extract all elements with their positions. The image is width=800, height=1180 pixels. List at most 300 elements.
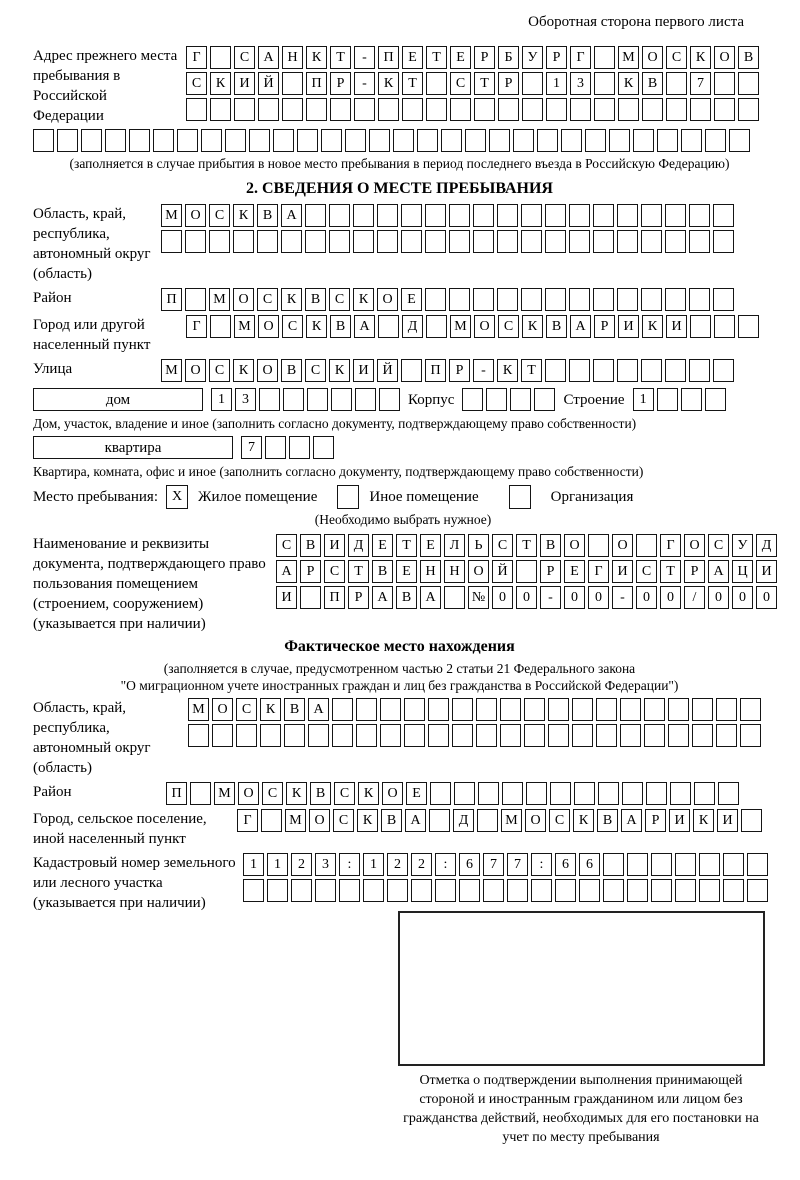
char-cell[interactable] [644, 698, 665, 721]
char-cell[interactable] [339, 879, 360, 902]
char-cell[interactable] [569, 288, 590, 311]
char-cell[interactable]: Р [540, 560, 561, 583]
char-cell[interactable] [594, 72, 615, 95]
char-cell[interactable] [449, 204, 470, 227]
char-cell[interactable]: В [284, 698, 305, 721]
char-cell[interactable]: Р [645, 809, 666, 832]
char-cell[interactable]: П [324, 586, 345, 609]
char-cell[interactable]: И [618, 315, 639, 338]
char-cell[interactable] [716, 698, 737, 721]
char-cell[interactable]: В [738, 46, 759, 69]
char-cell[interactable]: 7 [241, 436, 262, 459]
char-cell[interactable] [617, 288, 638, 311]
char-cell[interactable]: И [234, 72, 255, 95]
char-cell[interactable]: 0 [708, 586, 729, 609]
char-cell[interactable]: А [354, 315, 375, 338]
char-cell[interactable]: 1 [546, 72, 567, 95]
char-cell[interactable]: С [282, 315, 303, 338]
char-cell[interactable]: В [546, 315, 567, 338]
char-cell[interactable] [507, 879, 528, 902]
char-cell[interactable] [500, 724, 521, 747]
char-cell[interactable] [723, 853, 744, 876]
char-cell[interactable] [713, 204, 734, 227]
char-cell[interactable]: 0 [516, 586, 537, 609]
char-cell[interactable]: К [378, 72, 399, 95]
char-cell[interactable] [258, 98, 279, 121]
char-cell[interactable]: Р [498, 72, 519, 95]
char-cell[interactable] [249, 129, 270, 152]
char-cell[interactable]: С [492, 534, 513, 557]
char-cell[interactable] [428, 724, 449, 747]
char-cell[interactable]: 0 [564, 586, 585, 609]
char-cell[interactable] [534, 388, 555, 411]
char-cell[interactable] [153, 129, 174, 152]
char-cell[interactable]: Т [330, 46, 351, 69]
char-cell[interactable]: С [186, 72, 207, 95]
char-cell[interactable]: 2 [411, 853, 432, 876]
char-cell[interactable] [273, 129, 294, 152]
char-cell[interactable] [473, 230, 494, 253]
char-cell[interactable] [185, 230, 206, 253]
char-cell[interactable] [297, 129, 318, 152]
char-cell[interactable] [690, 315, 711, 338]
char-cell[interactable] [548, 724, 569, 747]
char-cell[interactable]: Г [588, 560, 609, 583]
char-cell[interactable] [713, 359, 734, 382]
char-cell[interactable]: 3 [570, 72, 591, 95]
char-cell[interactable]: : [531, 853, 552, 876]
char-cell[interactable]: 7 [690, 72, 711, 95]
char-cell[interactable]: Т [660, 560, 681, 583]
char-cell[interactable]: И [756, 560, 777, 583]
char-cell[interactable]: Р [546, 46, 567, 69]
checkbox-zhiloe[interactable]: X [166, 485, 188, 509]
char-cell[interactable]: К [281, 288, 302, 311]
char-cell[interactable]: Ь [468, 534, 489, 557]
char-cell[interactable]: Й [492, 560, 513, 583]
char-cell[interactable] [747, 853, 768, 876]
char-cell[interactable] [477, 809, 498, 832]
char-cell[interactable]: С [666, 46, 687, 69]
char-cell[interactable] [354, 98, 375, 121]
char-cell[interactable]: С [334, 782, 355, 805]
char-cell[interactable] [188, 724, 209, 747]
char-cell[interactable]: О [684, 534, 705, 557]
char-cell[interactable] [261, 809, 282, 832]
char-cell[interactable] [741, 809, 762, 832]
char-cell[interactable] [641, 230, 662, 253]
char-cell[interactable]: Н [420, 560, 441, 583]
char-cell[interactable]: Т [402, 72, 423, 95]
char-cell[interactable] [675, 853, 696, 876]
char-cell[interactable] [476, 698, 497, 721]
char-cell[interactable]: У [522, 46, 543, 69]
char-cell[interactable]: А [308, 698, 329, 721]
char-cell[interactable] [729, 129, 750, 152]
char-cell[interactable]: Н [282, 46, 303, 69]
char-cell[interactable]: : [435, 853, 456, 876]
char-cell[interactable] [620, 724, 641, 747]
char-cell[interactable] [714, 72, 735, 95]
char-cell[interactable]: - [354, 72, 375, 95]
char-cell[interactable]: Т [426, 46, 447, 69]
char-cell[interactable]: 1 [363, 853, 384, 876]
char-cell[interactable] [417, 129, 438, 152]
char-cell[interactable] [681, 129, 702, 152]
char-cell[interactable] [282, 98, 303, 121]
char-cell[interactable]: И [276, 586, 297, 609]
char-cell[interactable]: 0 [636, 586, 657, 609]
char-cell[interactable] [185, 288, 206, 311]
char-cell[interactable] [291, 879, 312, 902]
char-cell[interactable] [282, 72, 303, 95]
char-cell[interactable]: А [405, 809, 426, 832]
char-cell[interactable] [713, 288, 734, 311]
char-cell[interactable] [548, 698, 569, 721]
char-cell[interactable] [233, 230, 254, 253]
char-cell[interactable] [617, 204, 638, 227]
char-cell[interactable] [738, 315, 759, 338]
char-cell[interactable]: И [353, 359, 374, 382]
char-cell[interactable] [588, 534, 609, 557]
char-cell[interactable]: М [285, 809, 306, 832]
char-cell[interactable]: 3 [315, 853, 336, 876]
char-cell[interactable]: Г [186, 315, 207, 338]
char-cell[interactable]: Д [402, 315, 423, 338]
char-cell[interactable] [668, 698, 689, 721]
char-cell[interactable]: Т [396, 534, 417, 557]
char-cell[interactable]: - [540, 586, 561, 609]
char-cell[interactable]: 1 [267, 853, 288, 876]
char-cell[interactable] [315, 879, 336, 902]
char-cell[interactable]: Ц [732, 560, 753, 583]
char-cell[interactable] [550, 782, 571, 805]
char-cell[interactable] [356, 724, 377, 747]
char-cell[interactable]: Г [660, 534, 681, 557]
char-cell[interactable]: Н [444, 560, 465, 583]
char-cell[interactable]: О [257, 359, 278, 382]
char-cell[interactable] [401, 359, 422, 382]
char-cell[interactable]: Р [330, 72, 351, 95]
char-cell[interactable]: 7 [483, 853, 504, 876]
char-cell[interactable]: С [209, 204, 230, 227]
char-cell[interactable]: В [642, 72, 663, 95]
char-cell[interactable] [618, 98, 639, 121]
char-cell[interactable] [212, 724, 233, 747]
char-cell[interactable] [265, 436, 286, 459]
char-cell[interactable] [393, 129, 414, 152]
char-cell[interactable] [473, 204, 494, 227]
char-cell[interactable] [444, 586, 465, 609]
char-cell[interactable]: С [236, 698, 257, 721]
char-cell[interactable] [627, 879, 648, 902]
char-cell[interactable] [524, 698, 545, 721]
char-cell[interactable]: О [185, 359, 206, 382]
char-cell[interactable]: П [425, 359, 446, 382]
char-cell[interactable] [657, 388, 678, 411]
char-cell[interactable] [651, 853, 672, 876]
char-cell[interactable]: К [286, 782, 307, 805]
char-cell[interactable] [718, 782, 739, 805]
char-cell[interactable]: Т [521, 359, 542, 382]
char-cell[interactable]: О [525, 809, 546, 832]
char-cell[interactable] [675, 879, 696, 902]
char-cell[interactable] [243, 879, 264, 902]
char-cell[interactable] [332, 724, 353, 747]
char-cell[interactable] [498, 98, 519, 121]
char-cell[interactable] [545, 288, 566, 311]
char-cell[interactable]: 0 [588, 586, 609, 609]
char-cell[interactable] [546, 98, 567, 121]
char-cell[interactable]: Е [396, 560, 417, 583]
char-cell[interactable] [489, 129, 510, 152]
char-cell[interactable]: Е [372, 534, 393, 557]
char-cell[interactable]: К [233, 359, 254, 382]
char-cell[interactable]: В [310, 782, 331, 805]
char-cell[interactable] [513, 129, 534, 152]
char-cell[interactable] [441, 129, 462, 152]
char-cell[interactable]: 7 [507, 853, 528, 876]
char-cell[interactable]: А [258, 46, 279, 69]
char-cell[interactable] [522, 98, 543, 121]
char-cell[interactable] [313, 436, 334, 459]
char-cell[interactable] [555, 879, 576, 902]
char-cell[interactable] [705, 388, 726, 411]
char-cell[interactable] [596, 698, 617, 721]
char-cell[interactable] [379, 388, 400, 411]
char-cell[interactable] [449, 230, 470, 253]
char-cell[interactable] [521, 230, 542, 253]
char-cell[interactable] [426, 98, 447, 121]
char-cell[interactable] [411, 879, 432, 902]
char-cell[interactable]: К [233, 204, 254, 227]
char-cell[interactable]: Р [300, 560, 321, 583]
char-cell[interactable] [425, 288, 446, 311]
char-cell[interactable] [665, 230, 686, 253]
char-cell[interactable] [306, 98, 327, 121]
char-cell[interactable] [617, 359, 638, 382]
char-cell[interactable]: Т [474, 72, 495, 95]
char-cell[interactable] [666, 98, 687, 121]
char-cell[interactable]: М [209, 288, 230, 311]
char-cell[interactable]: В [381, 809, 402, 832]
char-cell[interactable] [307, 388, 328, 411]
char-cell[interactable] [620, 698, 641, 721]
char-cell[interactable]: 2 [291, 853, 312, 876]
char-cell[interactable] [429, 809, 450, 832]
char-cell[interactable]: М [214, 782, 235, 805]
char-cell[interactable]: К [329, 359, 350, 382]
char-cell[interactable]: П [306, 72, 327, 95]
char-cell[interactable] [462, 388, 483, 411]
char-cell[interactable]: 1 [211, 388, 232, 411]
char-cell[interactable]: 0 [492, 586, 513, 609]
char-cell[interactable] [331, 388, 352, 411]
char-cell[interactable] [476, 724, 497, 747]
char-cell[interactable] [284, 724, 305, 747]
char-cell[interactable] [401, 204, 422, 227]
char-cell[interactable] [738, 72, 759, 95]
char-cell[interactable]: У [732, 534, 753, 557]
char-cell[interactable]: Й [377, 359, 398, 382]
char-cell[interactable] [594, 98, 615, 121]
char-cell[interactable]: К [618, 72, 639, 95]
char-cell[interactable] [283, 388, 304, 411]
char-cell[interactable]: И [612, 560, 633, 583]
char-cell[interactable] [644, 724, 665, 747]
char-cell[interactable]: К [210, 72, 231, 95]
char-cell[interactable]: К [522, 315, 543, 338]
char-cell[interactable] [627, 853, 648, 876]
char-cell[interactable]: Е [402, 46, 423, 69]
char-cell[interactable]: К [353, 288, 374, 311]
char-cell[interactable]: Б [498, 46, 519, 69]
char-cell[interactable] [225, 129, 246, 152]
char-cell[interactable] [642, 98, 663, 121]
char-cell[interactable] [369, 129, 390, 152]
char-cell[interactable]: В [305, 288, 326, 311]
char-cell[interactable]: С [262, 782, 283, 805]
char-cell[interactable]: № [468, 586, 489, 609]
char-cell[interactable]: О [185, 204, 206, 227]
char-cell[interactable]: С [708, 534, 729, 557]
char-cell[interactable] [454, 782, 475, 805]
char-cell[interactable] [257, 230, 278, 253]
char-cell[interactable] [521, 204, 542, 227]
char-cell[interactable] [236, 724, 257, 747]
char-cell[interactable] [593, 359, 614, 382]
char-cell[interactable]: С [498, 315, 519, 338]
char-cell[interactable] [692, 724, 713, 747]
char-cell[interactable]: М [161, 204, 182, 227]
char-cell[interactable] [524, 724, 545, 747]
char-cell[interactable] [593, 204, 614, 227]
char-cell[interactable]: О [382, 782, 403, 805]
char-cell[interactable] [329, 204, 350, 227]
char-cell[interactable] [572, 724, 593, 747]
char-cell[interactable]: К [642, 315, 663, 338]
char-cell[interactable]: О [468, 560, 489, 583]
char-cell[interactable]: И [666, 315, 687, 338]
char-cell[interactable] [353, 230, 374, 253]
char-cell[interactable] [747, 879, 768, 902]
char-cell[interactable]: 0 [756, 586, 777, 609]
char-cell[interactable] [355, 388, 376, 411]
char-cell[interactable]: О [377, 288, 398, 311]
char-cell[interactable]: / [684, 586, 705, 609]
char-cell[interactable]: П [166, 782, 187, 805]
char-cell[interactable]: О [258, 315, 279, 338]
char-cell[interactable] [593, 230, 614, 253]
char-cell[interactable] [81, 129, 102, 152]
char-cell[interactable]: А [281, 204, 302, 227]
char-cell[interactable]: В [372, 560, 393, 583]
char-cell[interactable] [713, 230, 734, 253]
char-cell[interactable] [452, 698, 473, 721]
char-cell[interactable] [387, 879, 408, 902]
char-cell[interactable]: 0 [660, 586, 681, 609]
char-cell[interactable]: О [309, 809, 330, 832]
char-cell[interactable]: К [497, 359, 518, 382]
char-cell[interactable] [521, 288, 542, 311]
char-cell[interactable] [522, 72, 543, 95]
char-cell[interactable]: 6 [579, 853, 600, 876]
char-cell[interactable]: С [305, 359, 326, 382]
char-cell[interactable]: К [306, 315, 327, 338]
char-cell[interactable] [430, 782, 451, 805]
char-cell[interactable] [694, 782, 715, 805]
char-cell[interactable]: Е [406, 782, 427, 805]
char-cell[interactable]: С [324, 560, 345, 583]
char-cell[interactable]: - [473, 359, 494, 382]
char-cell[interactable] [716, 724, 737, 747]
char-cell[interactable] [201, 129, 222, 152]
char-cell[interactable]: П [378, 46, 399, 69]
char-cell[interactable] [609, 129, 630, 152]
char-cell[interactable] [593, 288, 614, 311]
char-cell[interactable] [330, 98, 351, 121]
char-cell[interactable] [665, 204, 686, 227]
char-cell[interactable] [596, 724, 617, 747]
char-cell[interactable] [426, 315, 447, 338]
char-cell[interactable] [378, 315, 399, 338]
char-cell[interactable] [579, 879, 600, 902]
char-cell[interactable] [561, 129, 582, 152]
char-cell[interactable]: Г [570, 46, 591, 69]
char-cell[interactable]: О [212, 698, 233, 721]
char-cell[interactable]: С [549, 809, 570, 832]
char-cell[interactable] [363, 879, 384, 902]
char-cell[interactable]: Т [516, 534, 537, 557]
char-cell[interactable] [545, 359, 566, 382]
char-cell[interactable] [502, 782, 523, 805]
char-cell[interactable] [234, 98, 255, 121]
char-cell[interactable]: К [690, 46, 711, 69]
char-cell[interactable] [516, 560, 537, 583]
char-cell[interactable] [404, 698, 425, 721]
char-cell[interactable] [665, 288, 686, 311]
char-cell[interactable]: А [276, 560, 297, 583]
char-cell[interactable]: М [618, 46, 639, 69]
char-cell[interactable] [603, 879, 624, 902]
char-cell[interactable] [380, 698, 401, 721]
char-cell[interactable] [537, 129, 558, 152]
char-cell[interactable] [692, 698, 713, 721]
char-cell[interactable]: 2 [387, 853, 408, 876]
char-cell[interactable]: В [396, 586, 417, 609]
char-cell[interactable] [425, 204, 446, 227]
char-cell[interactable]: К [260, 698, 281, 721]
char-cell[interactable]: С [333, 809, 354, 832]
char-cell[interactable] [459, 879, 480, 902]
char-cell[interactable]: М [501, 809, 522, 832]
char-cell[interactable] [428, 698, 449, 721]
char-cell[interactable] [209, 230, 230, 253]
char-cell[interactable]: А [708, 560, 729, 583]
char-cell[interactable] [267, 879, 288, 902]
char-cell[interactable] [689, 230, 710, 253]
char-cell[interactable] [738, 98, 759, 121]
char-cell[interactable] [569, 230, 590, 253]
char-cell[interactable] [670, 782, 691, 805]
char-cell[interactable] [545, 230, 566, 253]
char-cell[interactable]: К [573, 809, 594, 832]
char-cell[interactable]: С [209, 359, 230, 382]
char-cell[interactable]: Е [450, 46, 471, 69]
char-cell[interactable] [210, 46, 231, 69]
char-cell[interactable] [740, 724, 761, 747]
char-cell[interactable] [210, 98, 231, 121]
